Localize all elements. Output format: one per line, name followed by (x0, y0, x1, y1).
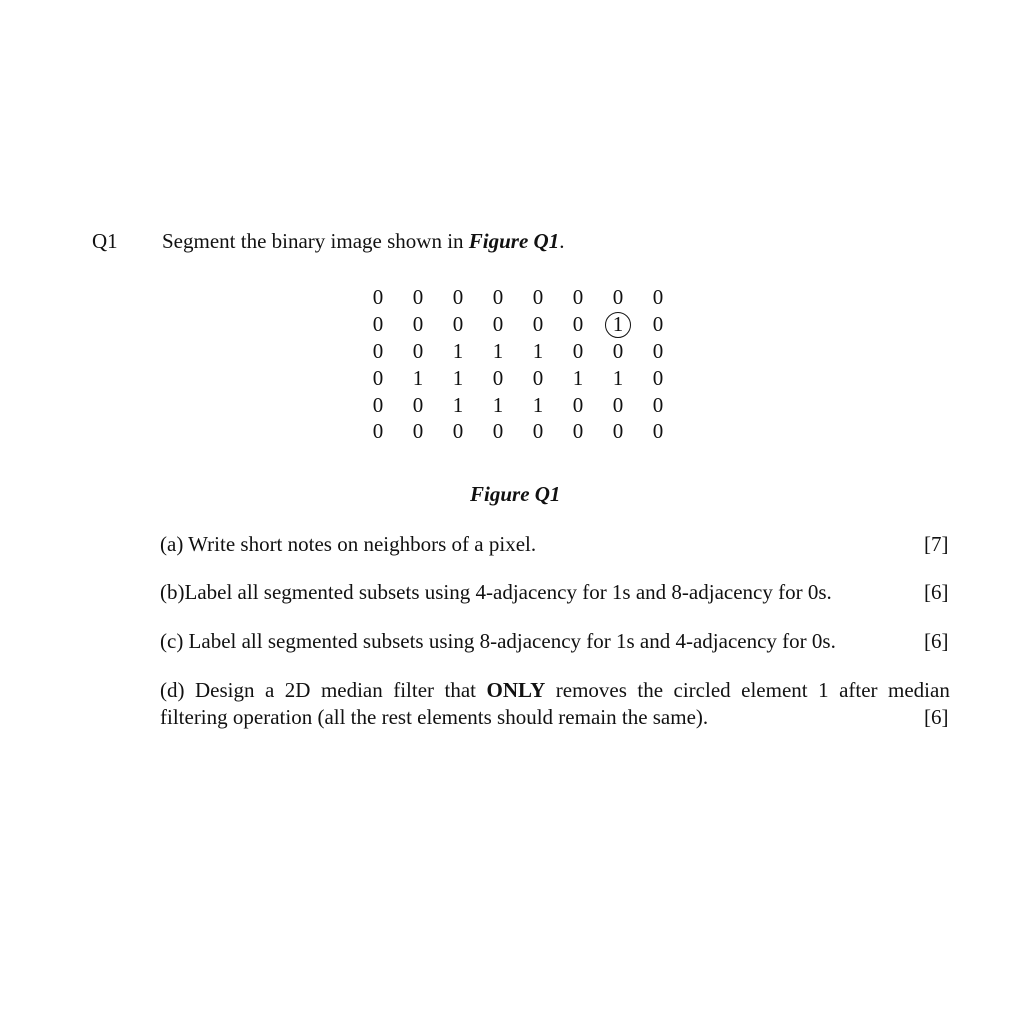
matrix-cell: 1 (572, 365, 584, 390)
part-b-marks: [6] (924, 580, 949, 604)
part-a-marks: [7] (924, 532, 949, 556)
intro-text: Segment the binary image shown in (162, 229, 469, 253)
part-d-word: removes (555, 678, 627, 702)
matrix-cell: 0 (652, 338, 664, 363)
matrix-cell: 0 (532, 312, 544, 337)
intro-period: . (559, 229, 565, 253)
matrix-cell: 0 (652, 285, 664, 310)
matrix-cell: 0 (652, 365, 664, 390)
matrix-cell: 0 (372, 285, 384, 310)
part-d-word: element (741, 678, 808, 702)
figure-caption: Figure Q1 (470, 482, 561, 506)
part-d-line2: filtering operation (all the rest elements should remain the same). (160, 705, 709, 729)
part-d-word: 2D (284, 678, 311, 702)
matrix-cell: 0 (652, 419, 664, 444)
matrix-cell: 0 (572, 338, 584, 363)
part-d-word: a (264, 678, 275, 702)
matrix-cell: 0 (532, 285, 544, 310)
matrix-cell: 0 (532, 419, 544, 444)
matrix-cell: 1 (452, 392, 464, 417)
matrix-cell: 0 (372, 365, 384, 390)
circled-value: 1 (605, 312, 631, 338)
part-d-word: filter (393, 678, 435, 702)
matrix-row (358, 338, 678, 365)
matrix-cell: 0 (412, 285, 424, 310)
matrix-cell: 0 (412, 419, 424, 444)
part-d-word: median (320, 678, 383, 702)
part-d-emphasis: ONLY (486, 678, 546, 702)
part-d-line1 (160, 678, 950, 703)
matrix-cell: 0 (452, 312, 464, 337)
matrix-cell: 0 (452, 285, 464, 310)
matrix-cell: 1 (532, 338, 544, 363)
matrix-row (358, 418, 678, 445)
matrix-cell: 0 (652, 392, 664, 417)
matrix-cell: 0 (412, 392, 424, 417)
matrix-cell: 0 (492, 419, 504, 444)
question-intro (162, 229, 564, 254)
matrix-cell: 0 (372, 312, 384, 337)
matrix-cell: 1 (492, 338, 504, 363)
matrix-cell: 0 (572, 419, 584, 444)
question-number: Q1 (92, 229, 118, 253)
matrix-cell: 0 (612, 419, 624, 444)
matrix-row (358, 284, 678, 311)
part-d-word: after (839, 678, 878, 702)
matrix-cell: 0 (652, 312, 664, 337)
part-d-word: Design (194, 678, 255, 702)
part-d-word: median (888, 678, 950, 702)
matrix-cell: 0 (492, 285, 504, 310)
part-d-marks: [6] (924, 705, 949, 729)
matrix-cell: 0 (372, 338, 384, 363)
matrix-row (358, 364, 678, 391)
part-d-word: 1 (818, 678, 829, 702)
matrix-cell: 0 (412, 338, 424, 363)
matrix-cell: 0 (412, 312, 424, 337)
matrix-cell: 0 (492, 365, 504, 390)
part-d-word: the (637, 678, 664, 702)
matrix-cell: 0 (612, 338, 624, 363)
figure-reference: Figure Q1 (468, 229, 560, 253)
matrix-cell: 1 (452, 338, 464, 363)
part-a-text: (a) Write short notes on neighbors of a pixel. (160, 532, 537, 556)
matrix-cell: 0 (532, 365, 544, 390)
matrix-cell: 0 (372, 419, 384, 444)
matrix-cell: 0 (612, 285, 624, 310)
part-b-text: (b)Label all segmented subsets using 4-adjacency for 1s and 8-adjacency for 0s. (160, 580, 832, 604)
matrix-cell: 1 (612, 365, 624, 390)
matrix-cell: 1 (452, 365, 464, 390)
part-d-word: (d) (160, 678, 185, 702)
matrix-cell: 1 (412, 365, 424, 390)
part-c-marks: [6] (924, 629, 949, 653)
part-c-text: (c) Label all segmented subsets using 8-adjacency for 1s and 4-adjacency for 0s. (160, 629, 836, 653)
matrix-cell: 1 (492, 392, 504, 417)
matrix-cell: 0 (572, 392, 584, 417)
matrix-cell: 0 (572, 285, 584, 310)
matrix-row (358, 391, 678, 418)
binary-image-matrix (358, 284, 678, 445)
matrix-cell: 0 (572, 312, 584, 337)
part-d-word: that (444, 678, 477, 702)
matrix-cell: 0 (372, 392, 384, 417)
matrix-row (358, 311, 678, 338)
matrix-cell: 0 (612, 392, 624, 417)
circled-matrix-cell (598, 311, 638, 338)
matrix-cell: 1 (532, 392, 544, 417)
part-d-word: circled (673, 678, 731, 702)
matrix-cell: 0 (452, 419, 464, 444)
matrix-cell: 0 (492, 312, 504, 337)
